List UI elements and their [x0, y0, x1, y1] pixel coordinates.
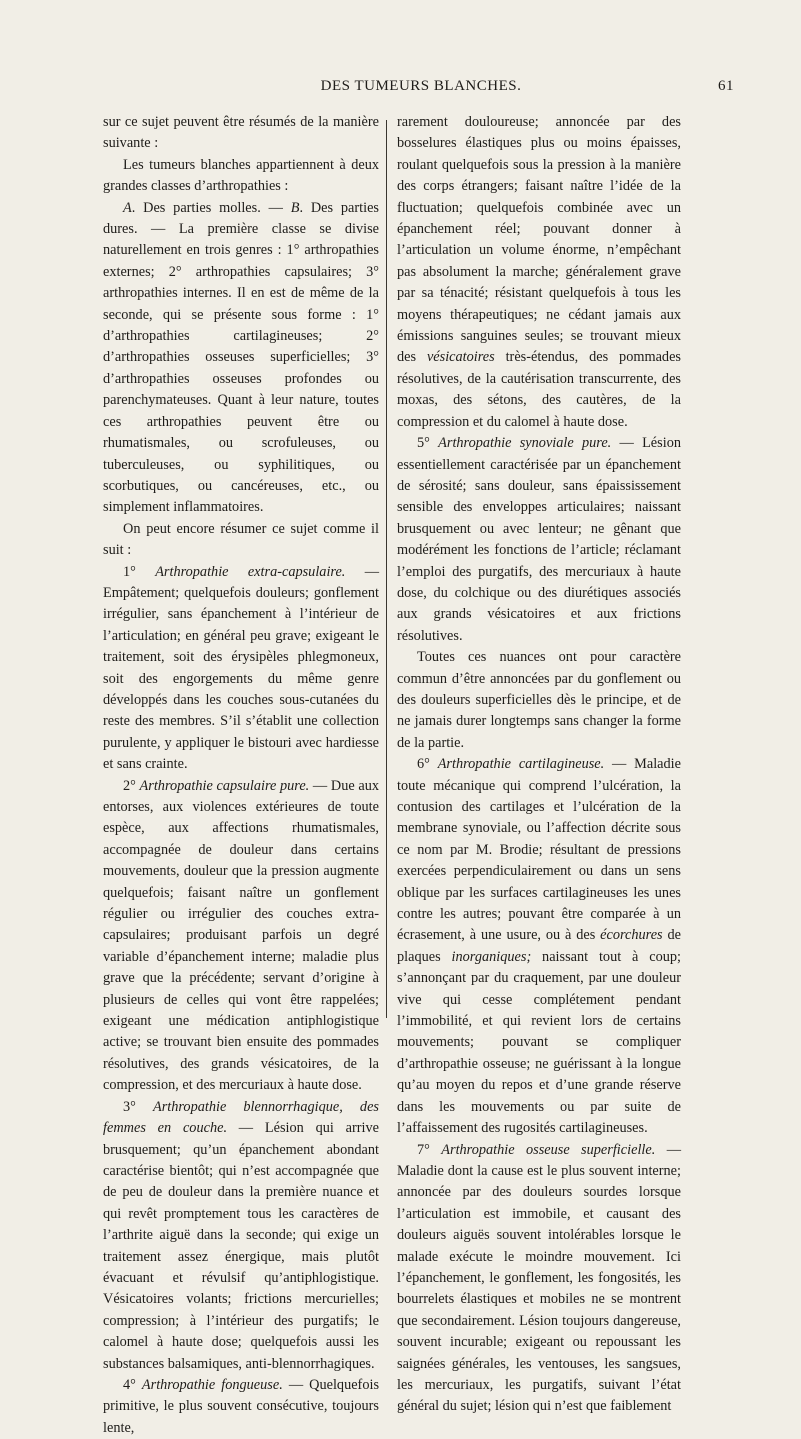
text-run: Toutes ces nuances ont pour caractère commun d’être annoncées par du gonflement ou des douleurs superficielles dès le principe, et de ne jamais durer longtemps sans changer la forme de la partie. [397, 649, 681, 751]
running-header [108, 78, 734, 98]
italic-text: Arthropathie synoviale pure. [438, 435, 612, 452]
paragraph [397, 754, 681, 1139]
text-run: Les tumeurs blanches appartiennent à deux grandes classes d’arthropathies : [103, 156, 379, 195]
text-run: — Due aux entorses, aux violences extérieures de toute espèce, aux affections rhumatismales, accompagnée de douleur dans certains mouvements, douleur que la pression augmente quelquefois; faisant naître un gonflement régulier ou irrégulier des couches extra-capsulaires; produisant parfois un degré variable d’épanchement interne; maladie plus grave que la précédente; servant d’origine à plusieurs de celles qui vont être rappelées; exigeant une médication antiphlogistique active; se trouvant bien ensuite des pommades résolutives, des grands vésicatoires, de la compression, et des mercuriaux à haute dose. [103, 777, 379, 1094]
italic-text: Arthropathie cartilagineuse. [437, 756, 605, 773]
text-run: — Maladie dont la cause est le plus souvent interne; annoncée par des douleurs sourdes lorsque l’articulation est immobile, et causant des douleurs aiguës souvent intolérables lorsque le malade exécute le moindre mouvement. Ici l’épanchement, le gonflement, les fongosités, les bourrelets élastiques et mobiles ne se montrent que secondairement. Lésion toujours dangereuse, souvent incurable; exigeant ou repoussant les saignées générales, les ventouses, les sangsues, les mercuriaux, les purgatifs, suivant l’état général du sujet; lésion qui n’est que faiblement [397, 1141, 681, 1415]
paragraph [103, 1097, 379, 1375]
italic-text: A [123, 199, 132, 216]
text-run: On peut encore résumer ce sujet comme il suit : [103, 520, 379, 559]
text-run: 4° [123, 1376, 142, 1393]
text-run: — Lésion qui arrive brusquement; qu’un épanchement abondant caractérise bientôt; qui n’est accompagnée que de peu de douleur dans la première nuance et qui revêt promptement tous les caractères de l’arthrite aiguë dans la seconde; qui exige un traitement assez énergique, mais plutôt évacuant et révulsif qu’antiphlogistique. Vésicatoires volants; frictions mercurielles; compression; à l’intérieur des purgatifs; le calomel à haute dose; quelquefois aussi les substances balsamiques, anti-blennorrhagiques. [103, 1120, 379, 1372]
italic-text: inorganiques; [451, 948, 532, 965]
text-run: 3° [123, 1098, 153, 1115]
page-number: 61 [718, 78, 734, 94]
text-run: — Maladie toute mécanique qui comprend l’ulcération, la contusion des cartilages et l’ulcération de la membrane synoviale, ou l’affection décrite sous ce nom par M. Brodie; résultant de pressions exercées perpendiculairement ou dans un sens oblique par les surfaces cartilagineuses les unes contre les autres; pouvant être comparée à un écrasement, à une usure, ou à des [397, 756, 681, 944]
text-run: 6° [417, 756, 438, 773]
italic-text: Arthropathie osseuse superficielle. [441, 1141, 656, 1158]
paragraph [397, 647, 681, 754]
text-run: — Empâtement; quelquefois douleurs; gonflement irrégulier, sans épanchement à l’intérieur de l’articulation; en général peu grave; exigeant le traitement, soit des érysipèles phlegmoneux, soit des engorgements du même genre développés dans les couches sous-cutanées du reste des membres. S’il s’établit une collection purulente, y appliquer le bistouri avec hardiesse et sans crainte. [103, 563, 379, 773]
text-run: — Lésion essentiellement caractérisée par un épanchement de sérosité; sans douleur, sans épaississement sensible des enveloppes articulaires; naissant brusquement ou avec lenteur; ne gênant que modérément les fonctions de l’article; réclamant l’emploi des purgatifs, des mercuriaux à haute dose, du colchique ou des diurétiques associés aux grands vésicatoires et aux frictions résolutives. [397, 435, 681, 644]
paragraph [397, 112, 681, 433]
paragraph [103, 198, 379, 519]
italic-text: Arthropathie capsulaire pure. [139, 777, 310, 794]
italic-text: vésicatoires [426, 349, 495, 366]
running-title: DES TUMEURS BLANCHES. [320, 78, 522, 94]
paragraph [103, 519, 379, 562]
text-run: 1° [123, 563, 156, 580]
text-run: de plaques [397, 927, 681, 965]
italic-text: écorchures [600, 927, 663, 944]
italic-text: B [290, 199, 300, 216]
text-run: sur ce sujet peuvent être résumés de la manière suivante : [103, 114, 379, 152]
paragraph [103, 112, 379, 155]
paragraph [397, 433, 681, 647]
column-divider [386, 120, 387, 1018]
paragraph [103, 776, 379, 1097]
text-run: 2° [123, 777, 140, 794]
text-run: — Quelquefois primitive, le plus souvent consécutive, toujours lente, [103, 1376, 380, 1436]
text-run: 7° [417, 1141, 442, 1158]
italic-text: Arthropathie blennorrhagique, des femmes en couche. [103, 1098, 379, 1137]
right-column [397, 112, 681, 1418]
paragraph [397, 1140, 681, 1418]
text-run: rarement douloureuse; annoncée par des bosselures élastiques plus ou moins épaisses, roulant quelquefois sous la pression à la manière des corps étrangers; faisant naître l’idée de la fluctuation; quelquefois combinée avec un épanchement réel; pouvant donner à l’articulation un volume énorme, n’empêchant pas absolument la marche; généralement grave par sa ténacité; résistant quelquefois à tous les moyens thérapeutiques; ne cédant jamais aux émissions sanguines seules; se trouvant mieux des [397, 114, 681, 366]
text-run: . Des parties dures. — La première classe se divise naturellement en trois genres : 1° arthropathies externes; 2° arthropathies capsulaires; 3° arthropathies internes. Il en est de même de la seconde, qui se présente sous forme : 1° d’arthropathies cartilagineuses; 2° d’arthropathies osseuses superficielles; 3° d’arthropathies osseuses profondes ou parenchymateuses. Quant à leur nature, toutes ces arthropathies peuvent être ou rhumatismales, ou scrofuleuses, ou tuberculeuses, ou syphilitiques, ou scorbutiques, ou cancéreuses, etc., ou simplement inflammatoires. [103, 199, 379, 516]
paragraph [103, 155, 379, 198]
italic-text: Arthropathie extra-capsulaire. [155, 563, 346, 580]
text-run: . Des parties molles. — [131, 199, 291, 216]
text-run: naissant tout à coup; s’annonçant par du craquement, par une douleur vive qui cesse complétement pendant l’immobilité, et qui revient lors de certains mouvements; pouvant se compliquer d’arthropathie osseuse; ne guérissant à la longue qu’au moyen du repos et d’une grande réserve dans les mouvements ou par suite de l’affaissement des rugosités cartilagineuses. [397, 948, 681, 1137]
italic-text: Arthropathie fongueuse. [141, 1376, 283, 1393]
text-run: très-étendus, des pommades résolutives, de la cautérisation transcurrente, des moxas, des sétons, des cautères, de la compression et du calomel à haute dose. [397, 349, 681, 430]
paragraph [103, 562, 379, 776]
paragraph [103, 1375, 379, 1439]
left-column [103, 112, 379, 1439]
text-run: 5° [417, 435, 439, 452]
